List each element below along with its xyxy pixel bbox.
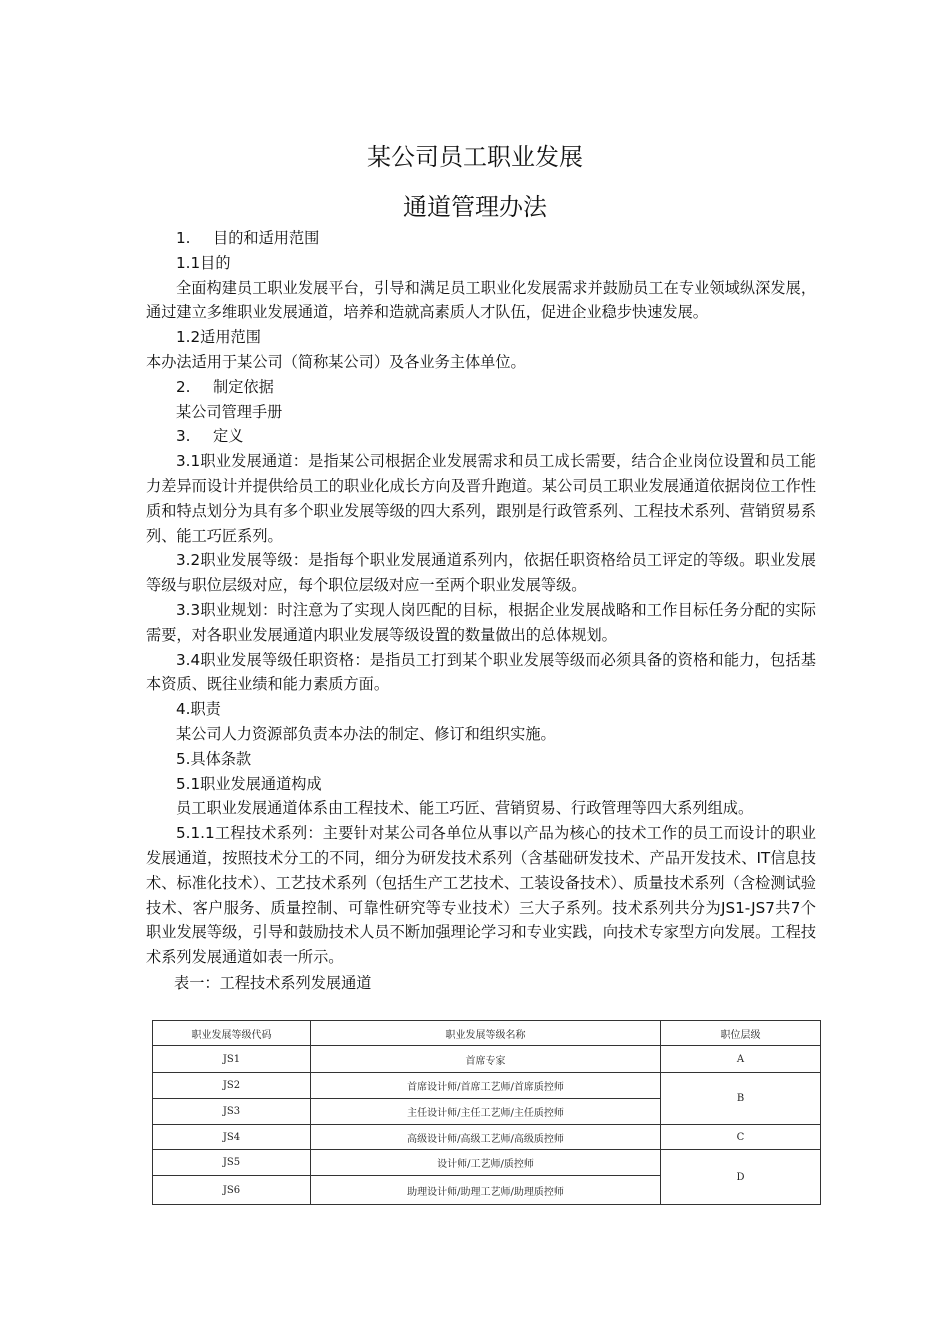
paragraph: 3.3职业规划：时注意为了实现人岗匹配的目标，根据企业发展战略和工作目标任务分配的实际需要，对各职业发展通道内职业发展等级设置的数量做出的总体规划。	[146, 600, 816, 644]
level-code-cell: JS1	[153, 1046, 311, 1073]
table-row	[153, 1125, 821, 1150]
table-header-cell: 职业发展等级名称	[311, 1021, 661, 1046]
position-level-cell: A	[661, 1046, 821, 1073]
table-row	[153, 1073, 821, 1099]
level-name-cell: 高级设计师/高级工艺师/高级质控师	[311, 1125, 661, 1150]
section-number: 2.	[176, 377, 191, 396]
section-heading-3	[146, 424, 816, 449]
position-level-cell: C	[661, 1125, 821, 1150]
table-row	[153, 1150, 821, 1176]
paragraph: 3.4职业发展等级任职资格：是指员工打到某个职业发展等级而必须具备的资格和能力，包括基本资质、既往业绩和能力素质方面。	[146, 650, 816, 694]
level-name-cell: 助理设计师/助理工艺师/助理质控师	[311, 1176, 661, 1205]
subsection-heading: 1.1目的	[176, 253, 231, 272]
section-title: 制定依据	[213, 377, 274, 396]
table-header-row	[153, 1021, 821, 1046]
section-title: 定义	[213, 427, 244, 446]
level-name-cell: 设计师/工艺师/质控师	[311, 1150, 661, 1176]
level-name-cell: 主任设计师/主任工艺师/主任质控师	[311, 1099, 661, 1125]
paragraph: 全面构建员工职业发展平台，引导和满足员工职业化发展需求并鼓励员工在专业领域纵深发展，通过建立多维职业发展通道，培养和造就高素质人才队伍，促进企业稳步快速发展。	[146, 278, 816, 322]
paragraph: 员工职业发展通道体系由工程技术、能工巧匠、营销贸易、行政管理等四大系列组成。	[176, 799, 754, 818]
table-caption: 表一：工程技术系列发展通道	[174, 973, 372, 992]
paragraph: 3.1职业发展通道：是指某公司根据企业发展需求和员工成长需要，结合企业岗位设置和员工能力差异而设计并提供给员工的职业化成长方向及晋升跑道。某公司员工职业发展通道依据岗位工作性质和特点划分为具有多个职业发展等级的四大系列，跟别是行政管系列、工程技术系列、营销贸易系列、能工巧匠系列。	[146, 452, 816, 545]
section-heading-4: 4.职责	[176, 700, 221, 719]
subsection-heading: 1.2适用范围	[176, 328, 261, 347]
paragraph: 某公司管理手册	[176, 402, 283, 421]
section-heading-1	[146, 226, 816, 251]
paragraph: 某公司人力资源部负责本办法的制定、修订和组织实施。	[176, 724, 556, 743]
level-name-cell: 首席设计师/首席工艺师/首席质控师	[311, 1073, 661, 1099]
section-number: 3.	[176, 427, 191, 446]
section-heading-5: 5.具体条款	[176, 749, 252, 768]
position-level-cell: D	[661, 1150, 821, 1205]
table-header-cell: 职位层级	[661, 1021, 821, 1046]
level-code-cell: JS2	[153, 1073, 311, 1099]
level-code-cell: JS4	[153, 1125, 311, 1150]
table-header-cell: 职业发展等级代码	[153, 1021, 311, 1046]
position-level-cell: B	[661, 1073, 821, 1125]
subsection-heading: 5.1职业发展通道构成	[176, 774, 322, 793]
paragraph: 3.2职业发展等级：是指每个职业发展通道系列内，依据任职资格给员工评定的等级。职业发展等级与职位层级对应，每个职位层级对应一至两个职业发展等级。	[146, 551, 816, 595]
table-row	[153, 1046, 821, 1073]
level-code-cell: JS3	[153, 1099, 311, 1125]
doc-title-line2: 通道管理办法	[403, 193, 547, 221]
document-body	[146, 226, 816, 996]
level-code-cell: JS6	[153, 1176, 311, 1205]
paragraph: 5.1.1工程技术系列：主要针对某公司各单位从事以产品为核心的技术工作的员工而设计的职业发展通道，按照技术分工的不同，细分为研发技术系列（含基础研发技术、产品开发技术、IT信息技术、标准化技术）、工艺技术系列（包括生产工艺技术、工装设备技术）、质量技术系列（含检测试验技术、客户服务、质量控制、可靠性研究等专业技术）三大子系列。技术系列共分为JS1-JS7共7个职业发展等级，引导和鼓励技术人员不断加强理论学习和专业实践，向技术专家型方向发展。工程技术系列发展通道如表一所示。	[146, 824, 816, 967]
section-title: 目的和适用范围	[213, 229, 320, 247]
doc-title-line1: 某公司员工职业发展	[367, 143, 583, 171]
section-heading-2	[146, 375, 816, 400]
level-code-cell: JS5	[153, 1150, 311, 1176]
section-number: 1.	[176, 229, 191, 247]
paragraph: 本办法适用于某公司（简称某公司）及各业务主体单位。	[146, 352, 526, 371]
career-level-table	[152, 1020, 821, 1205]
level-name-cell: 首席专家	[311, 1046, 661, 1073]
